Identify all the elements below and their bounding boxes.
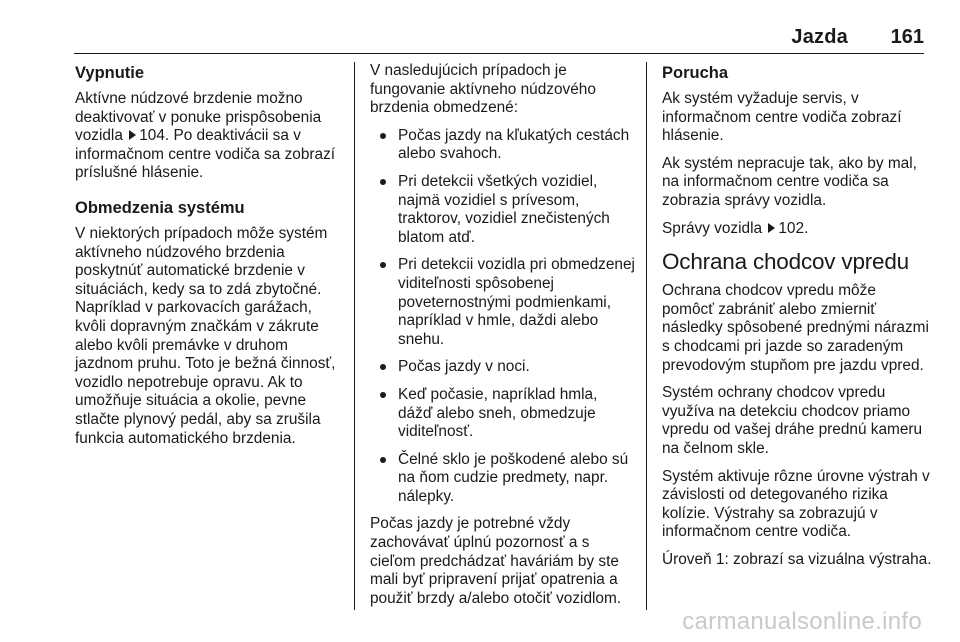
list-item: Keď počasie, napríklad hmla, dážď alebo sneh, obmedzuje viditeľnosť. [370,386,635,442]
paragraph-text: . [804,219,809,237]
heading-vypnutie: Vypnutie [75,64,145,82]
paragraph-text: Správy vozidla [662,219,763,237]
list-item: Čelné sklo je poškodené alebo sú na ňom cudzie predmety, napr. nálepky. [370,451,635,507]
paragraph-text: Aktívne núdzové brzdenie možno deaktivovať v ponuke prispôsobenia vozidla [75,90,322,145]
list-item: Počas jazdy v noci. [370,358,635,377]
paragraph-vehicle-messages [662,220,932,239]
page-reference[interactable]: 102 [778,219,805,237]
paragraph-pedestrian-4: Úroveň 1: zobrazí sa vizuálna výstraha. [662,550,932,568]
section-title: Jazda [791,26,848,48]
paragraph-intro: V nasledujúcich prípadoch je fungovanie aktívneho núdzového brzdenia obmedzené: [370,62,596,117]
heading-pedestrian-protection: Ochrana chodcov vpredu [662,249,910,275]
list-item: Pri detekcii všetkých vozidiel, najmä vozidiel s prívesom, traktorov, vozidiel znečistených blatom atď. [370,173,635,247]
paragraph-deactivation [75,90,347,183]
paragraph-pedestrian-2: Systém ochrany chodcov vpredu využíva na detekciu chodcov priamo vpredu od vašej dráhe prednú kameru na čelnom skle. [662,384,923,457]
page-reference[interactable]: 104 [139,127,165,145]
paragraph-limitations: V niektorých prípadoch môže systém aktívneho núdzového brzdenia poskytnúť automatické brzdenie v situáciách, kedy sa to zdá zbytočné. Napríklad v parkovacích garážach, kvôli dopravným značkám v zákrute alebo kvôli premávke v druhom jazdnom pruhu. Toto je bežná činnosť, vozidlo nepotrebuje opravu. Ak to umožňuje situácia a okolie, pevne stlačte plynový pedál, aby sa zrušila funkcia automatického brzdenia. [75,224,336,447]
paragraph-service: Ak systém vyžaduje servis, v informačnom centre vodiča zobrazí hlásenie. [662,90,902,145]
column-divider [354,62,355,610]
heading-obmedzenia: Obmedzenia systému [75,198,245,217]
paragraph-attention: Počas jazdy je potrebné vždy zachovávať úplnú pozornosť a s cieľom predchádzať haváriám by ste mali byť pripravení prijať opatrenia a použiť brzdy a/alebo otočiť vozidlom. [370,515,622,607]
list-item: Pri detekcii vozidla pri obmedzenej viditeľnosti spôsobenej poveternostnými podmienkami, napríklad v hmle, daždi alebo snehu. [370,256,635,349]
paragraph-text: . Po deaktivácii sa v informačnom centre vodiča sa zobrazí príslušné hlásenie. [75,127,336,182]
paragraph-pedestrian-3: Systém aktivuje rôzne úrovne výstrah v závislosti od detegovaného rizika kolízie. Výstrahy sa zobrazujú v informačnom centre vodiča. [662,467,930,541]
column-3 [662,62,932,578]
paragraph-malfunction: Ak systém nepracuje tak, ako by mal, na informačnom centre vodiča sa zobrazia správy vozidla. [662,154,917,209]
page-reference-arrow-icon [768,223,775,233]
watermark: carmanualsonline.info [682,608,922,635]
limitation-list [370,127,635,507]
list-item: Počas jazdy na kľukatých cestách alebo svahoch. [370,127,635,164]
column-1 [75,62,347,462]
page-number: 161 [890,26,924,48]
paragraph-pedestrian-1: Ochrana chodcov vpredu môže pomôcť zabrániť alebo zmierniť následky spôsobené prednými nárazmi s chodcami pri jazde so zaradeným prevodovým stupňom pre jazdu vpred. [662,282,929,374]
heading-porucha: Porucha [662,64,729,82]
column-2 [370,62,635,617]
page-header [0,0,960,56]
page-reference-arrow-icon [129,130,136,140]
header-rule [74,53,924,54]
column-divider [646,62,647,610]
